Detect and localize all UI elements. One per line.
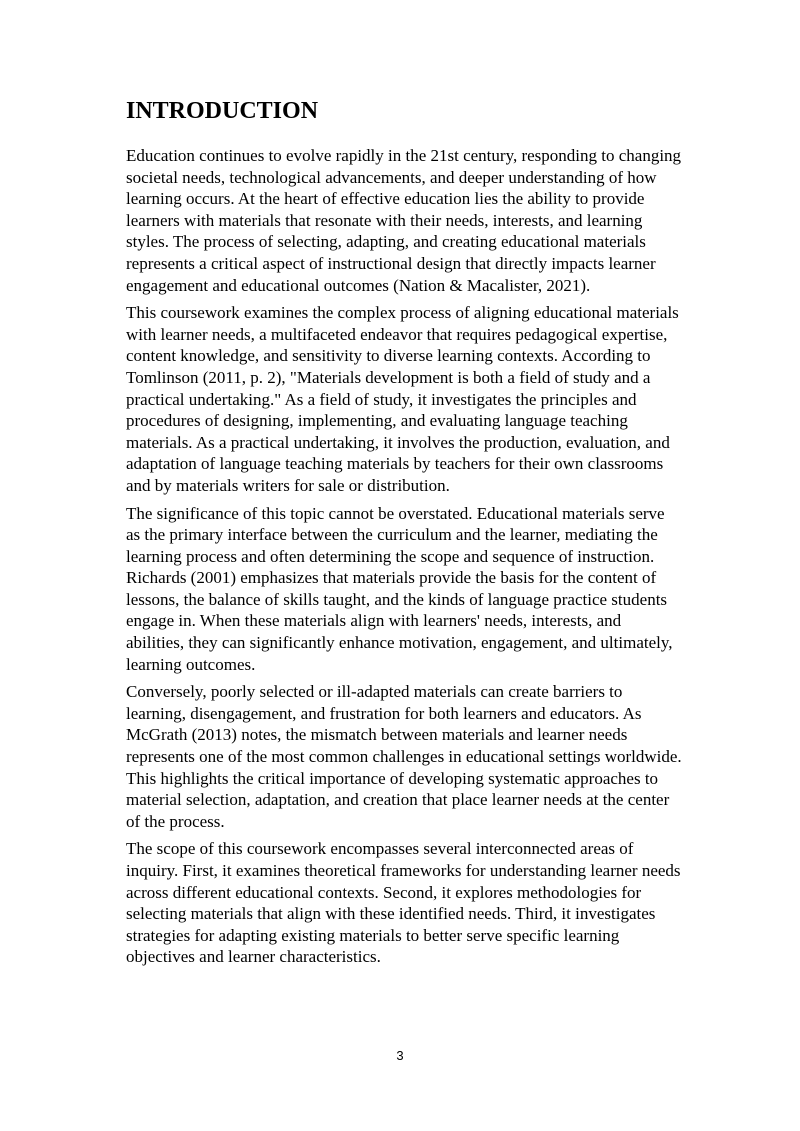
paragraph-1: Education continues to evolve rapidly in the 21st century, responding to changing societal needs, technological advancements, and deeper understanding of how learning occurs. At the heart of effective education lies the ability to provide learners with materials that resonate with their needs, interests, and learning styles. The process of selecting, adapting, and creating educational materials represents a critical aspect of instructional design that directly impacts learner engagement and educational outcomes (Nation & Macalister, 2021). (126, 146, 682, 295)
page-number: 3 (396, 1048, 404, 1063)
paragraph-5: The scope of this coursework encompasses several interconnected areas of inquiry. First, it examines theoretical frameworks for understanding learner needs across different educational contexts. Second, it explores methodologies for selecting materials that align with these identified needs. Third, it investigates strategies for adapting existing materials to better serve specific learning objectives and learner characteristics. (126, 839, 681, 967)
paragraph-3: The significance of this topic cannot be overstated. Educational materials serve as the primary interface between the curriculum and the learner, mediating the learning process and often determining the scope and sequence of instruction. Richards (2001) emphasizes that materials provide the basis for the content of lessons, the balance of skills taught, and the kinds of language practice students engage in. When these materials align with learners' needs, interests, and abilities, they can significantly enhance motivation, engagement, and ultimately, learning outcomes. (126, 503, 673, 674)
paragraph-2: This coursework examines the complex process of aligning educational materials with learner needs, a multifaceted endeavor that requires pedagogical expertise, content knowledge, and sensitivity to diverse learning contexts. According to Tomlinson (2011, p. 2), "Materials development is both a field of study and a practical undertaking." As a field of study, it investigates the principles and procedures of designing, implementing, and evaluating language teaching materials. As a practical undertaking, it involves the production, evaluation, and adaptation of language teaching materials by teachers for their own classrooms and by materials writers for sale or distribution. (126, 303, 679, 495)
page-content (126, 96, 682, 974)
paragraph-4: Conversely, poorly selected or ill-adapted materials can create barriers to learning, disengagement, and frustration for both learners and educators. As McGrath (2013) notes, the mismatch between materials and learner needs represents one of the most common challenges in educational settings worldwide. This highlights the critical importance of developing systematic approaches to material selection, adaptation, and creation that place learner needs at the center of the process. (126, 682, 682, 831)
section-heading: INTRODUCTION (126, 98, 319, 124)
